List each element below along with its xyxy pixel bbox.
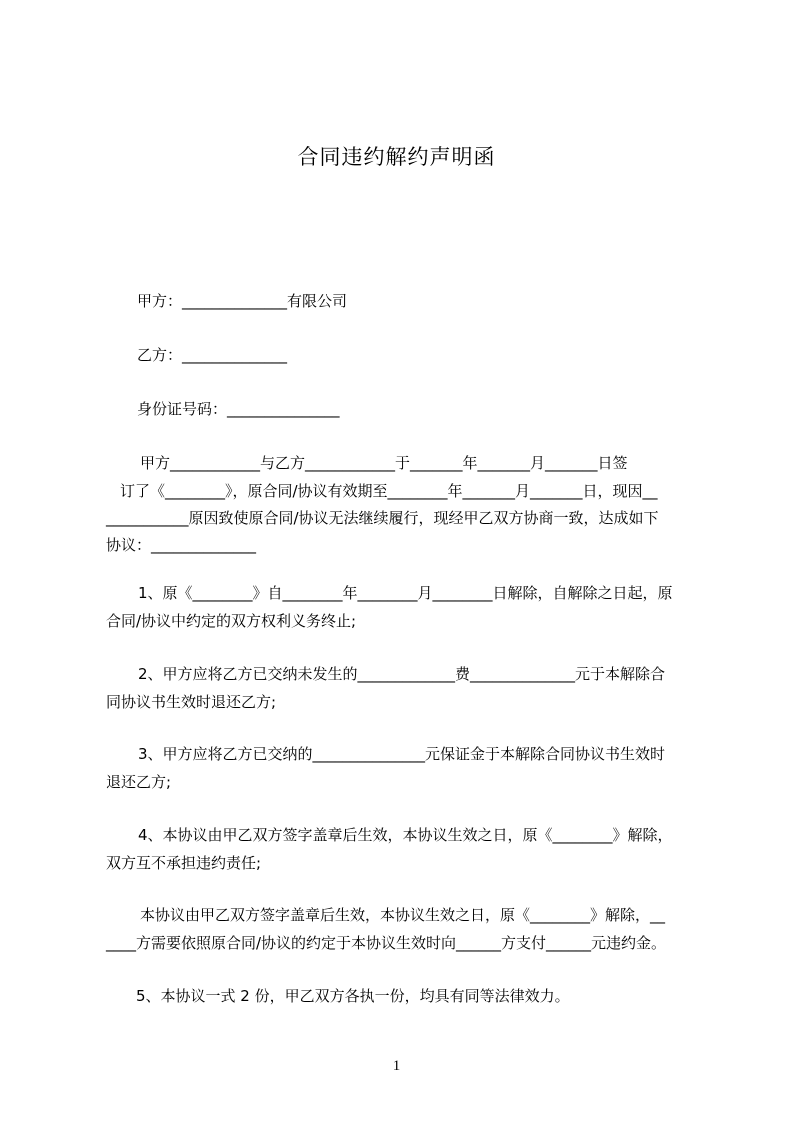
clause-line: 双方互不承担违约责任;	[106, 854, 262, 872]
id-number-line: 身份证号码：_______________	[137, 400, 340, 418]
clause-line: 本协议由甲乙双方签字盖章后生效，本协议生效之日，原《________》解除，__	[140, 906, 666, 924]
clause-line: ____方需要依照原合同/协议的约定于本协议生效时向______方支付______元违约金。	[106, 934, 667, 952]
clause-line: 退还乙方;	[106, 773, 172, 791]
intro-line: 协议：______________	[106, 536, 257, 554]
page-number: 1	[392, 1058, 401, 1074]
clause-5: 5、本协议一式 2 份，甲乙双方各执一份，均具有同等法律效力。	[136, 987, 570, 1005]
intro-line: ___________原因致使原合同/协议无法继续履行，现经甲乙双方协商一致，达成如下	[106, 509, 659, 527]
document-title: 合同违约解约声明函	[297, 145, 496, 169]
clause-line: 1、原《________》自________年________月________日解除，自解除之日起，原	[138, 584, 673, 602]
clause-line: 2、甲方应将乙方已交纳未发生的_____________费______________元于本解除合	[138, 665, 666, 683]
clause-line: 同协议书生效时退还乙方;	[106, 693, 277, 711]
intro-line: 甲方____________与乙方____________于_______年_______月_______日签	[140, 454, 628, 472]
party-a-line: 甲方：______________有限公司	[137, 292, 348, 310]
clause-line: 4、本协议由甲乙双方签字盖章后生效，本协议生效之日，原《________》解除，	[138, 826, 673, 844]
clause-line: 合同/协议中约定的双方权利义务终止;	[106, 612, 357, 630]
party-b-line: 乙方：______________	[137, 346, 288, 364]
intro-line: 订了《________》，原合同/协议有效期至________年_______月_______日，现因__	[120, 482, 658, 500]
clause-line: 3、甲方应将乙方已交纳的_______________元保证金于本解除合同协议书生效时	[138, 745, 666, 763]
